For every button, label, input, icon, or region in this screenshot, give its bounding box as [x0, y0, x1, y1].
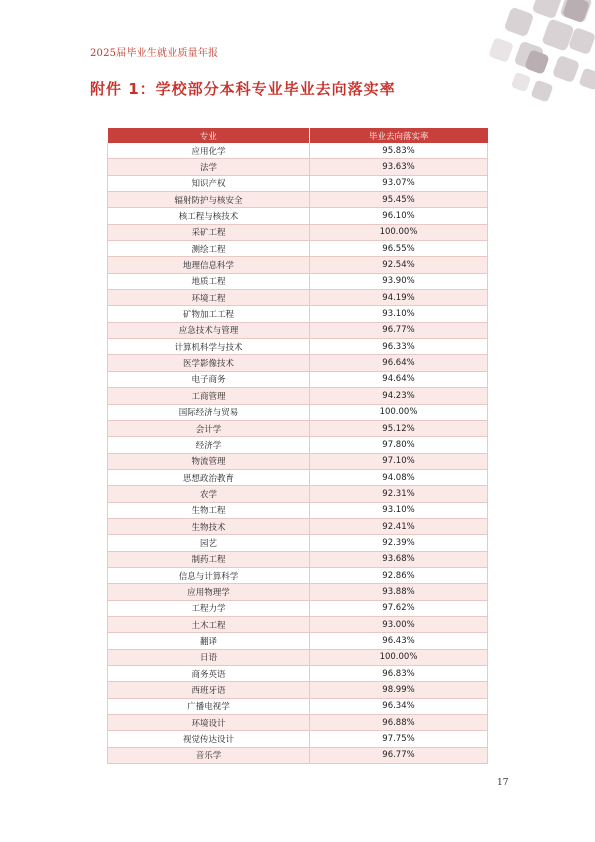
- table-row: [108, 339, 488, 355]
- table-row: [108, 208, 488, 224]
- page-title: 附件 1：学校部分本科专业毕业去向落实率: [90, 80, 396, 98]
- table-row: [108, 437, 488, 453]
- rate-cell: 96.64%: [310, 355, 488, 371]
- rate-cell: 96.55%: [310, 241, 488, 257]
- table-row: [108, 453, 488, 469]
- rate-cell: 97.10%: [310, 453, 488, 469]
- rate-cell: 93.10%: [310, 306, 488, 322]
- table-row: [108, 306, 488, 322]
- major-cell: 工商管理: [108, 388, 310, 404]
- major-cell: 应用物理学: [108, 584, 310, 600]
- column-header-major: 专业: [108, 128, 310, 143]
- major-cell: 制药工程: [108, 551, 310, 567]
- table-row: [108, 633, 488, 649]
- major-cell: 广播电视学: [108, 698, 310, 714]
- major-cell: 翻译: [108, 633, 310, 649]
- major-cell: 电子商务: [108, 371, 310, 387]
- rate-cell: 92.39%: [310, 535, 488, 551]
- rate-cell: 96.10%: [310, 208, 488, 224]
- rate-cell: 94.08%: [310, 469, 488, 485]
- rate-cell: 93.68%: [310, 551, 488, 567]
- table-row: [108, 567, 488, 583]
- rate-cell: 98.99%: [310, 682, 488, 698]
- table-row: [108, 666, 488, 682]
- rate-cell: 96.43%: [310, 633, 488, 649]
- major-cell: 生物工程: [108, 502, 310, 518]
- table-row: [108, 486, 488, 502]
- page-number: 17: [497, 778, 509, 788]
- rate-cell: 94.19%: [310, 290, 488, 306]
- table-row: [108, 502, 488, 518]
- rate-cell: 97.80%: [310, 437, 488, 453]
- rate-cell: 93.63%: [310, 159, 488, 175]
- table-row: [108, 159, 488, 175]
- table-row: [108, 371, 488, 387]
- table-row: [108, 273, 488, 289]
- major-cell: 辐射防护与核安全: [108, 192, 310, 208]
- rate-cell: 92.54%: [310, 257, 488, 273]
- table-row: [108, 535, 488, 551]
- table-row: [108, 420, 488, 436]
- rate-cell: 95.45%: [310, 192, 488, 208]
- table-row: [108, 747, 488, 763]
- rate-cell: 96.34%: [310, 698, 488, 714]
- table-row: [108, 518, 488, 534]
- rate-cell: 92.86%: [310, 567, 488, 583]
- major-cell: 地理信息科学: [108, 257, 310, 273]
- rate-cell: 100.00%: [310, 404, 488, 420]
- table-row: [108, 224, 488, 240]
- table-row: [108, 404, 488, 420]
- table-header-row: [108, 128, 488, 143]
- major-cell: 商务英语: [108, 666, 310, 682]
- decorative-tile-pattern: [395, 0, 595, 110]
- major-cell: 核工程与核技术: [108, 208, 310, 224]
- major-cell: 音乐学: [108, 747, 310, 763]
- table-row: [108, 175, 488, 191]
- table-row: [108, 698, 488, 714]
- employment-rate-table: [107, 128, 488, 764]
- table-row: [108, 731, 488, 747]
- rate-cell: 96.33%: [310, 339, 488, 355]
- major-cell: 采矿工程: [108, 224, 310, 240]
- column-header-rate: 毕业去向落实率: [310, 128, 488, 143]
- rate-cell: 94.23%: [310, 388, 488, 404]
- major-cell: 国际经济与贸易: [108, 404, 310, 420]
- rate-cell: 97.75%: [310, 731, 488, 747]
- table-row: [108, 469, 488, 485]
- table-row: [108, 192, 488, 208]
- major-cell: 生物技术: [108, 518, 310, 534]
- rate-cell: 93.07%: [310, 175, 488, 191]
- table-row: [108, 355, 488, 371]
- major-cell: 法学: [108, 159, 310, 175]
- major-cell: 应用化学: [108, 143, 310, 159]
- rate-cell: 93.90%: [310, 273, 488, 289]
- rate-cell: 93.88%: [310, 584, 488, 600]
- rate-cell: 96.83%: [310, 666, 488, 682]
- rate-cell: 92.31%: [310, 486, 488, 502]
- rate-cell: 93.10%: [310, 502, 488, 518]
- major-cell: 环境设计: [108, 715, 310, 731]
- table-row: [108, 388, 488, 404]
- rate-cell: 95.83%: [310, 143, 488, 159]
- table-row: [108, 322, 488, 338]
- rate-cell: 92.41%: [310, 518, 488, 534]
- major-cell: 园艺: [108, 535, 310, 551]
- major-cell: 环境工程: [108, 290, 310, 306]
- table-row: [108, 584, 488, 600]
- major-cell: 土木工程: [108, 616, 310, 632]
- major-cell: 经济学: [108, 437, 310, 453]
- major-cell: 日语: [108, 649, 310, 665]
- table-row: [108, 600, 488, 616]
- major-cell: 西班牙语: [108, 682, 310, 698]
- major-cell: 农学: [108, 486, 310, 502]
- major-cell: 视觉传达设计: [108, 731, 310, 747]
- table-row: [108, 551, 488, 567]
- rate-cell: 96.77%: [310, 322, 488, 338]
- major-cell: 工程力学: [108, 600, 310, 616]
- rate-cell: 96.77%: [310, 747, 488, 763]
- major-cell: 知识产权: [108, 175, 310, 191]
- rate-cell: 100.00%: [310, 224, 488, 240]
- table-row: [108, 715, 488, 731]
- rate-cell: 96.88%: [310, 715, 488, 731]
- major-cell: 测绘工程: [108, 241, 310, 257]
- table-row: [108, 290, 488, 306]
- table-row: [108, 257, 488, 273]
- table-body: [108, 143, 488, 764]
- table-row: [108, 616, 488, 632]
- table-row: [108, 241, 488, 257]
- major-cell: 矿物加工工程: [108, 306, 310, 322]
- major-cell: 物流管理: [108, 453, 310, 469]
- major-cell: 计算机科学与技术: [108, 339, 310, 355]
- major-cell: 会计学: [108, 420, 310, 436]
- rate-cell: 100.00%: [310, 649, 488, 665]
- table-row: [108, 649, 488, 665]
- major-cell: 地质工程: [108, 273, 310, 289]
- report-header: 2025届毕业生就业质量年报: [90, 48, 219, 59]
- major-cell: 信息与计算科学: [108, 567, 310, 583]
- rate-cell: 94.64%: [310, 371, 488, 387]
- rate-cell: 95.12%: [310, 420, 488, 436]
- major-cell: 医学影像技术: [108, 355, 310, 371]
- rate-cell: 97.62%: [310, 600, 488, 616]
- major-cell: 应急技术与管理: [108, 322, 310, 338]
- rate-cell: 93.00%: [310, 616, 488, 632]
- table-row: [108, 682, 488, 698]
- table-row: [108, 143, 488, 159]
- major-cell: 思想政治教育: [108, 469, 310, 485]
